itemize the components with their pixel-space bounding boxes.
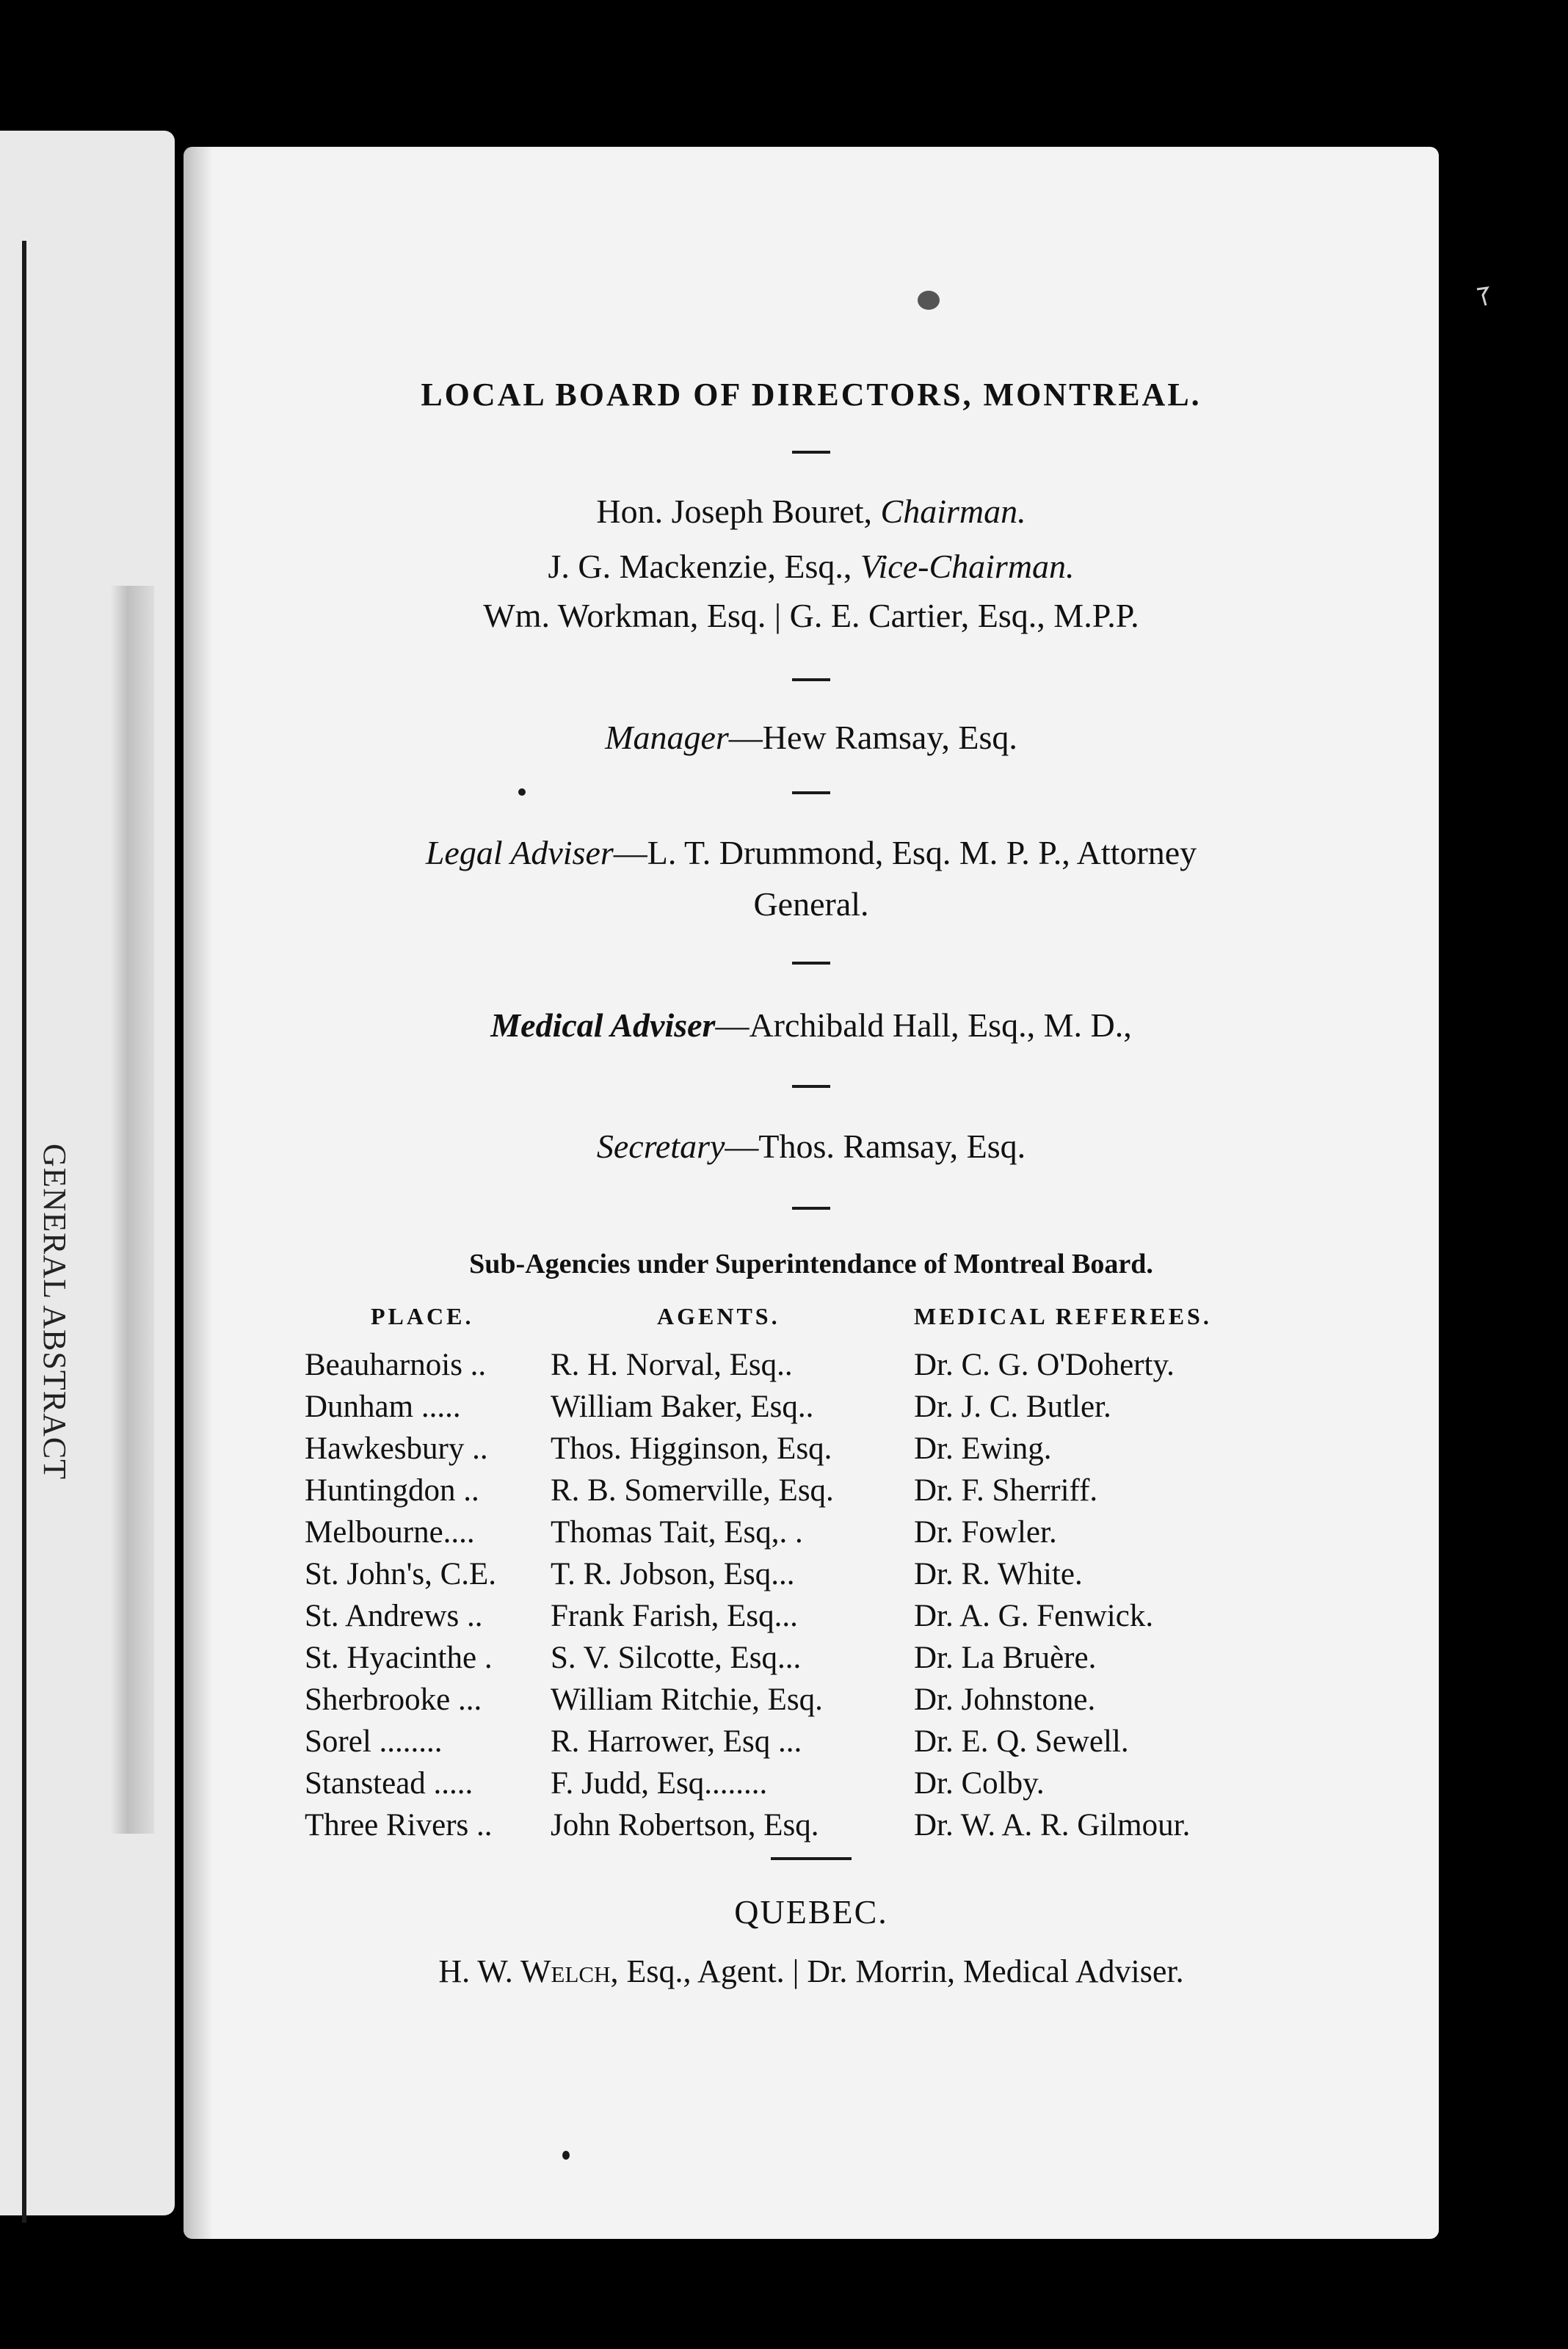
place-cell: Dunham ..... — [305, 1390, 461, 1424]
secretary-value: —Thos. Ramsay, Esq. — [725, 1128, 1026, 1165]
secretary-label: Secretary — [596, 1128, 725, 1165]
document-page — [184, 147, 1439, 2239]
place-cell: Huntingdon .. — [305, 1473, 479, 1508]
column-header-agents: AGENTS. — [657, 1303, 780, 1329]
divider — [792, 678, 830, 681]
agent-cell: John Robertson, Esq. — [551, 1808, 819, 1842]
table-row — [305, 1389, 1332, 1431]
medical-adviser-value: —Archibald Hall, Esq., M. D., — [715, 1006, 1132, 1044]
referee-cell: Dr. A. G. Fenwick. — [914, 1599, 1154, 1633]
place-cell: Beauharnois .. — [305, 1348, 487, 1382]
place-cell: Hawkesbury .. — [305, 1431, 488, 1466]
agent-cell: R. Harrower, Esq ... — [551, 1724, 802, 1759]
place-cell: St. John's, C.E. — [305, 1557, 497, 1591]
place-cell: Melbourne.... — [305, 1515, 475, 1550]
agent-cell: Thos. Higginson, Esq. — [551, 1431, 832, 1466]
agent-cell: Thomas Tait, Esq,. . — [551, 1515, 803, 1550]
divider — [792, 451, 830, 454]
chairman-role: Chairman. — [880, 493, 1026, 530]
divider — [792, 791, 830, 794]
page-title: LOCAL BOARD OF DIRECTORS, MONTREAL. — [421, 377, 1202, 413]
agent-cell: R. H. Norval, Esq.. — [551, 1348, 793, 1382]
manager-line — [184, 718, 1439, 757]
place-cell: St. Hyacinthe . — [305, 1641, 493, 1675]
column-header-place: PLACE. — [371, 1303, 474, 1329]
agent-cell: William Baker, Esq.. — [551, 1390, 814, 1424]
place-cell: St. Andrews .. — [305, 1599, 483, 1633]
medical-adviser-label: Medical Adviser — [490, 1006, 716, 1044]
table-row — [305, 1431, 1332, 1473]
legal-adviser-label: Legal Adviser — [425, 834, 614, 871]
vice-chairman-line — [184, 547, 1439, 586]
table-row — [305, 1807, 1332, 1849]
divider — [792, 1207, 830, 1210]
quebec-agent-details: , Esq., Agent. | Dr. Morrin, Medical Adviser. — [610, 1953, 1184, 1989]
referee-cell: Dr. E. Q. Sewell. — [914, 1724, 1129, 1759]
agent-cell: S. V. Silcotte, Esq... — [551, 1641, 802, 1675]
referee-cell: Dr. C. G. O'Doherty. — [914, 1348, 1175, 1382]
previous-page-edge — [0, 131, 175, 2215]
secretary-line — [184, 1127, 1439, 1166]
page-border-rule — [22, 241, 26, 2223]
agent-cell: F. Judd, Esq........ — [551, 1766, 768, 1801]
referee-cell: Dr. R. White. — [914, 1557, 1083, 1591]
vice-chairman-role: Vice-Chairman. — [860, 548, 1075, 585]
quebec-line — [184, 1953, 1439, 1990]
place-cell: Sherbrooke ... — [305, 1682, 482, 1717]
legal-adviser-line — [184, 833, 1439, 872]
referee-cell: Dr. J. C. Butler. — [914, 1390, 1111, 1424]
place-cell: Three Rivers .. — [305, 1808, 493, 1842]
legal-adviser-value: —L. T. Drummond, Esq. M. P. P., Attorney — [613, 834, 1197, 871]
quebec-agent-name: H. W. Welch — [438, 1953, 611, 1989]
table-row — [305, 1556, 1332, 1598]
legal-adviser-line-cont: General. — [753, 885, 869, 923]
table-row — [305, 1598, 1332, 1640]
agent-cell: Frank Farish, Esq... — [551, 1599, 798, 1633]
referee-cell: Dr. La Bruère. — [914, 1641, 1097, 1675]
table-row — [305, 1682, 1332, 1724]
agent-cell: T. R. Jobson, Esq... — [551, 1557, 795, 1591]
quebec-title: QUEBEC. — [734, 1893, 888, 1931]
agent-cell: R. B. Somerville, Esq. — [551, 1473, 834, 1508]
manager-label: Manager — [605, 719, 729, 756]
ink-blot — [918, 291, 940, 310]
referee-cell: Dr. F. Sherriff. — [914, 1473, 1098, 1508]
referee-cell: Dr. Fowler. — [914, 1515, 1057, 1550]
ink-dot — [562, 2151, 570, 2160]
spine-title: GENERAL ABSTRACT — [37, 1144, 73, 1481]
table-row — [305, 1640, 1332, 1682]
manager-value: —Hew Ramsay, Esq. — [728, 719, 1017, 756]
referee-cell: Dr. Johnstone. — [914, 1682, 1096, 1717]
section-divider — [771, 1857, 852, 1860]
divider — [792, 962, 830, 965]
place-cell: Sorel ........ — [305, 1724, 443, 1759]
sub-agencies-title: Sub-Agencies under Superintendance of Montreal Board. — [469, 1249, 1153, 1279]
column-header-medical-referees: MEDICAL REFEREES. — [914, 1303, 1212, 1329]
chairman-name: Hon. Joseph Bouret, — [596, 493, 873, 530]
table-row — [305, 1473, 1332, 1514]
table-row — [305, 1514, 1332, 1556]
table-row — [305, 1724, 1332, 1765]
referee-cell: Dr. W. A. R. Gilmour. — [914, 1808, 1191, 1842]
ink-dot — [518, 788, 526, 796]
referee-cell: Dr. Ewing. — [914, 1431, 1052, 1466]
agent-cell: William Ritchie, Esq. — [551, 1682, 823, 1717]
divider — [792, 1085, 830, 1088]
place-cell: Stanstead ..... — [305, 1766, 473, 1801]
medical-adviser-line — [184, 1006, 1439, 1045]
page-mark — [1476, 286, 1490, 308]
referee-cell: Dr. Colby. — [914, 1766, 1045, 1801]
chairman-line — [184, 492, 1439, 531]
vice-chairman-name: J. G. Mackenzie, Esq., — [548, 548, 852, 585]
page-fold-shadow — [110, 586, 154, 1834]
table-row — [305, 1765, 1332, 1807]
members-line: Wm. Workman, Esq. | G. E. Cartier, Esq., M.P.P. — [483, 597, 1139, 634]
table-row — [305, 1347, 1332, 1389]
